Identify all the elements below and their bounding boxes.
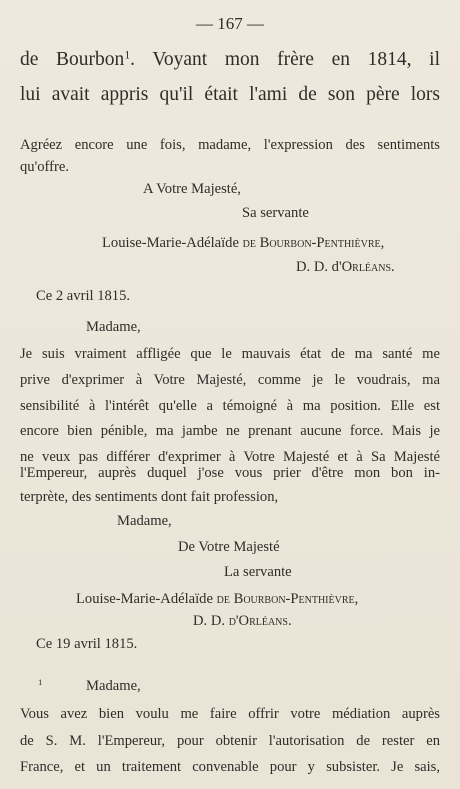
text-fragment: D. D. d' <box>296 259 342 275</box>
letter3-body-line-1: Vous avez bien voulu me faire offrir votre médiation auprès <box>20 706 440 722</box>
letter2-salutation: Madame, <box>86 319 141 335</box>
letter1-closing-line-2: qu'offre. <box>20 159 69 175</box>
text-fragment: Louise-Marie-Adélaïde <box>76 591 217 607</box>
footnote-marker <box>38 679 42 694</box>
text-fragment: d'Orléans. <box>228 613 292 629</box>
letter2-body-line-1: Je suis vraiment affligée que le mauvais état de ma santé me <box>20 346 440 362</box>
text-line-top-2: lui avait appris qu'il était l'ami de son père lors <box>20 84 440 105</box>
letter1-closing-line-1: Agréez encore une fois, madame, l'expression des sentiments <box>20 137 440 153</box>
text-fragment: Orléans. <box>341 259 395 275</box>
date-2: Ce 19 avril 1815. <box>36 636 138 652</box>
letter2-close-madame: Madame, <box>117 513 172 529</box>
letter2-body-line-7: terprète, des sentiments dont fait profession, <box>20 489 279 505</box>
text-fragment: de Bourbon <box>20 49 125 70</box>
footnote-marker: 1 <box>124 48 131 62</box>
text-fragment: D. D. <box>193 613 229 629</box>
letter1-signature-title <box>296 260 395 275</box>
footnote-marker-number: 1 <box>38 677 43 688</box>
letter2-body-line-3: sensibilité à l'intérêt qu'elle a témoigné à ma position. Elle est <box>20 398 440 414</box>
letter2-signature-title <box>193 614 292 629</box>
letter2-body-line-6: l'Empereur, auprès duquel j'ose vous prier d'être mon bon in- <box>20 465 440 481</box>
letter2-from-majesty: De Votre Majesté <box>178 539 280 555</box>
letter2-body-line-2: prive d'exprimer à Votre Majesté, comme je le voudrais, ma <box>20 372 440 388</box>
letter3-body-line-3: France, et un traitement convenable pour y subsister. Je sais, <box>20 759 440 775</box>
letter2-body-line-5: ne veux pas différer d'exprimer à Votre Majesté et à Sa Majesté <box>20 449 440 465</box>
letter1-signature-name <box>102 236 384 251</box>
letter1-to-majesty: A Votre Majesté, <box>143 181 241 197</box>
text-fragment: de Bourbon-Penthièvre, <box>242 235 385 251</box>
text-fragment: . Voyant mon frère en 1814, il <box>130 49 441 70</box>
letter2-body-line-4: encore bien pénible, ma jambe ne prenant aucune force. Mais je <box>20 423 440 439</box>
letter3-salutation: Madame, <box>86 678 141 694</box>
letter3-body-line-2: de S. M. l'Empereur, pour obtenir l'autorisation de rester en <box>20 733 440 749</box>
page-number: — 167 — <box>196 14 264 33</box>
text-fragment: de Bourbon-Penthièvre, <box>216 591 359 607</box>
text-fragment: Louise-Marie-Adélaïde <box>102 235 243 251</box>
text-line-top-1 <box>20 50 440 70</box>
letter2-signature-name <box>76 592 358 607</box>
date-1: Ce 2 avril 1815. <box>36 288 131 304</box>
letter2-servant: La servante <box>224 564 292 580</box>
letter1-servant: Sa servante <box>242 205 309 221</box>
